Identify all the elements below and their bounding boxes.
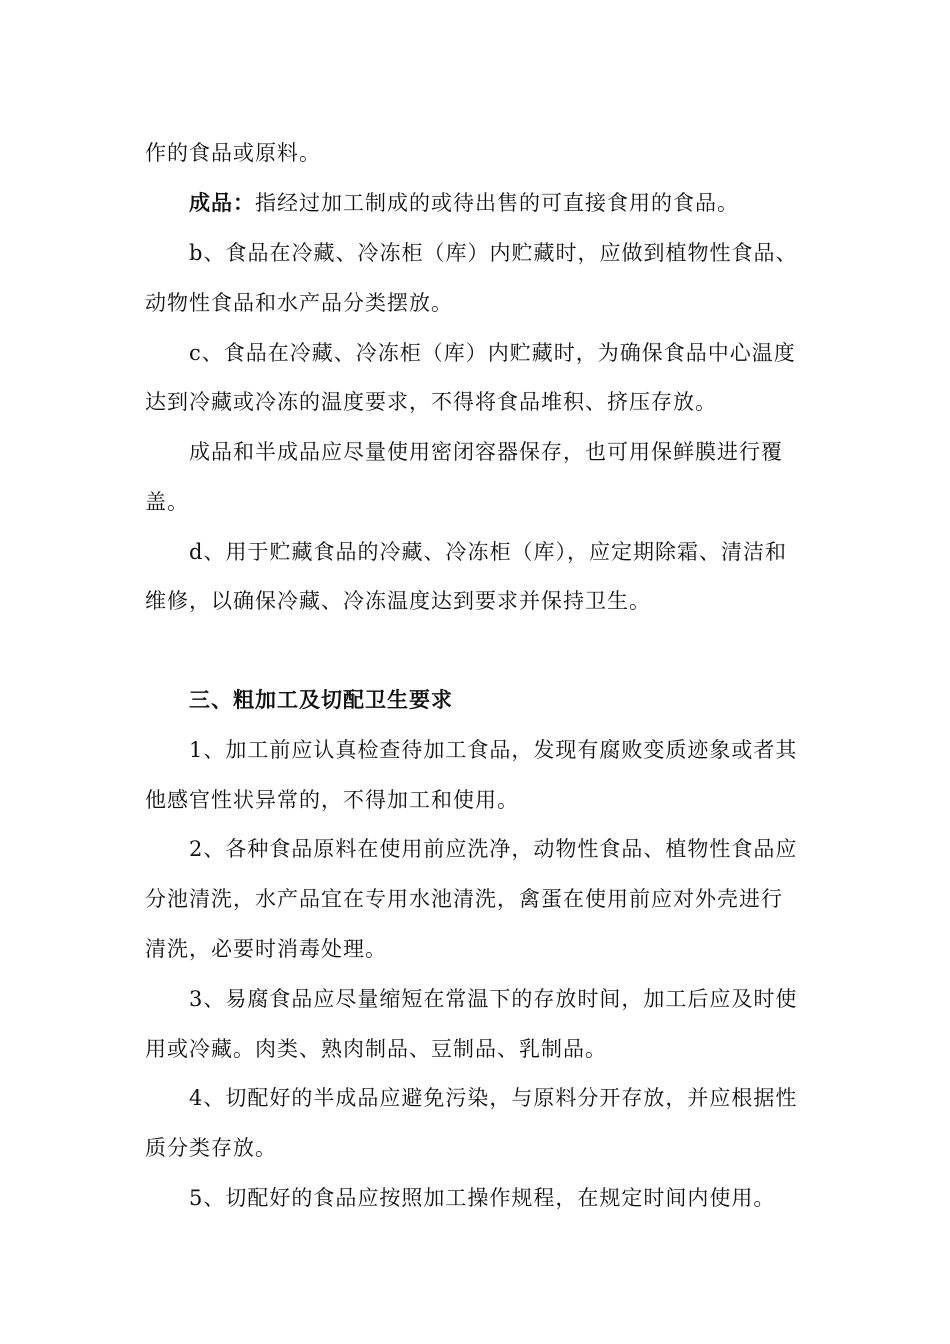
paragraph-line: 清洗，必要时消毒处理。 <box>145 937 387 961</box>
term-label: 成品： <box>189 190 255 215</box>
definition-line <box>189 190 739 216</box>
paragraph-line: 3、易腐食品应尽量缩短在常温下的存放时间，加工后应及时使 <box>189 987 798 1011</box>
definition-text: 指经过加工制成的或待出售的可直接食用的食品。 <box>255 191 739 215</box>
paragraph-line: 他感官性状异常的，不得加工和使用。 <box>145 788 519 812</box>
paragraph-line: c、食品在冷藏、冷冻柜（库）内贮藏时，为确保食品中心温度 <box>189 341 796 365</box>
paragraph-line: 1、加工前应认真检查待加工食品，发现有腐败变质迹象或者其 <box>189 738 798 762</box>
section-heading: 三、粗加工及切配卫生要求 <box>189 687 453 712</box>
paragraph-line: 分池清洗，水产品宜在专用水池清洗，禽蛋在使用前应对外壳进行 <box>145 887 783 911</box>
paragraph-line: 2、各种食品原料在使用前应洗净，动物性食品、植物性食品应 <box>189 837 798 861</box>
paragraph-line: 成品和半成品应尽量使用密闭容器保存，也可用保鲜膜进行覆 <box>189 440 783 464</box>
paragraph-line: 盖。 <box>145 490 189 514</box>
paragraph-line: 维修，以确保冷藏、冷冻温度达到要求并保持卫生。 <box>145 589 651 613</box>
paragraph-line: 质分类存放。 <box>145 1136 277 1160</box>
paragraph-line: 5、切配好的食品应按照加工操作规程，在规定时间内使用。 <box>189 1186 776 1210</box>
paragraph-line: 用或冷藏。肉类、熟肉制品、豆制品、乳制品。 <box>145 1037 607 1061</box>
paragraph-line: 作的食品或原料。 <box>145 141 321 165</box>
paragraph-line: 4、切配好的半成品应避免污染，与原料分开存放，并应根据性 <box>189 1086 798 1110</box>
paragraph-line: 动物性食品和水产品分类摆放。 <box>145 291 453 315</box>
paragraph-line: b、食品在冷藏、冷冻柜（库）内贮藏时，应做到植物性食品、 <box>189 241 798 265</box>
paragraph-line: 达到冷藏或冷冻的温度要求，不得将食品堆积、挤压存放。 <box>145 390 717 414</box>
paragraph-line: d、用于贮藏食品的冷藏、冷冻柜（库），应定期除霜、清洁和 <box>189 540 787 564</box>
